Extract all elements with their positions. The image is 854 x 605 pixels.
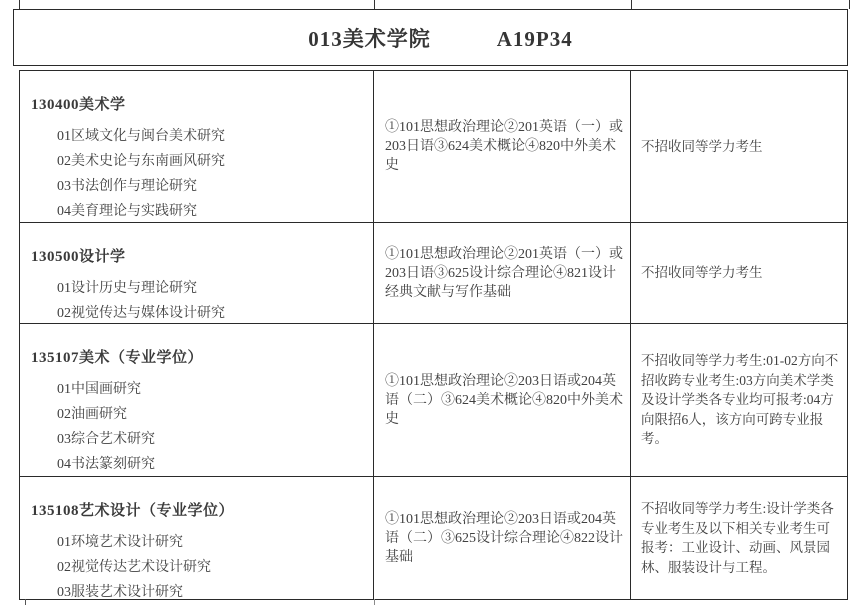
college-header — [13, 9, 848, 66]
program-title: 135108艺术设计（专业学位） — [31, 503, 235, 519]
column-divider — [374, 599, 375, 605]
remarks-text: 不招收同等学力考生:设计学类各专业考生及以下相关专业考生可报考：工业设计、动画、风景园林、服装设计与工程。 — [641, 501, 834, 575]
programs-table — [19, 70, 848, 600]
table-row — [20, 71, 847, 223]
direction-item: 04美育理论与实践研究 — [57, 204, 197, 219]
exam-subjects-cell — [374, 477, 631, 599]
direction-item: 02油画研究 — [57, 407, 127, 422]
college-title: 013美术学院 — [308, 26, 431, 51]
program-title: 130500设计学 — [31, 249, 126, 265]
column-divider — [631, 0, 632, 9]
table-row — [20, 477, 847, 600]
exam-subjects-cell — [374, 324, 631, 476]
college-code: A19P34 — [496, 26, 573, 51]
next-row-fragment — [25, 599, 849, 605]
remarks-cell — [631, 223, 847, 323]
direction-item: 01中国画研究 — [57, 382, 141, 397]
direction-item: 04书法篆刻研究 — [57, 457, 155, 472]
program-cell — [20, 324, 374, 476]
direction-item: 03书法创作与理论研究 — [57, 179, 197, 194]
program-title: 130400美术学 — [31, 97, 126, 113]
direction-item: 01环境艺术设计研究 — [57, 535, 183, 550]
exam-subjects-text: ①101思想政治理论②203日语或204英语（二）③625设计综合理论④822设计基础 — [385, 511, 623, 565]
direction-item: 02美术史论与东南画风研究 — [57, 154, 225, 169]
direction-item: 03服装艺术设计研究 — [57, 585, 183, 600]
direction-item: 02视觉传达与媒体设计研究 — [57, 306, 225, 321]
exam-subjects-cell — [374, 223, 631, 323]
table-row — [20, 324, 847, 477]
direction-item: 03综合艺术研究 — [57, 432, 155, 447]
remarks-cell — [631, 324, 847, 476]
remarks-text: 不招收同等学力考生 — [641, 138, 763, 154]
program-cell — [20, 223, 374, 323]
direction-item: 01设计历史与理论研究 — [57, 281, 197, 296]
direction-item: 01区域文化与闽台美术研究 — [57, 129, 225, 144]
table-row — [20, 223, 847, 324]
remarks-cell — [631, 477, 847, 599]
remarks-text: 不招收同等学力考生:01-02方向不招收跨专业考生:03方向美术学类及设计学类各专业均可报考:04方向限招6人，该方向可跨专业报考。 — [641, 353, 839, 447]
previous-row-fragment — [19, 0, 850, 9]
direction-item: 02视觉传达艺术设计研究 — [57, 560, 211, 575]
remarks-text: 不招收同等学力考生 — [641, 265, 763, 281]
program-title: 135107美术（专业学位） — [31, 350, 204, 366]
college-header-inner — [288, 23, 573, 53]
remarks-cell — [631, 71, 847, 222]
column-divider — [374, 0, 375, 9]
exam-subjects-text: ①101思想政治理论②201英语（一）或203日语③624美术概论④820中外美术史 — [385, 120, 623, 173]
exam-subjects-cell — [374, 71, 631, 222]
exam-subjects-text: ①101思想政治理论②203日语或204英语（二）③624美术概论④820中外美术史 — [385, 373, 623, 427]
exam-subjects-text: ①101思想政治理论②201英语（一）或203日语③625设计综合理论④821设计经典文献与写作基础 — [385, 246, 623, 300]
program-cell — [20, 71, 374, 222]
program-cell — [20, 477, 374, 599]
